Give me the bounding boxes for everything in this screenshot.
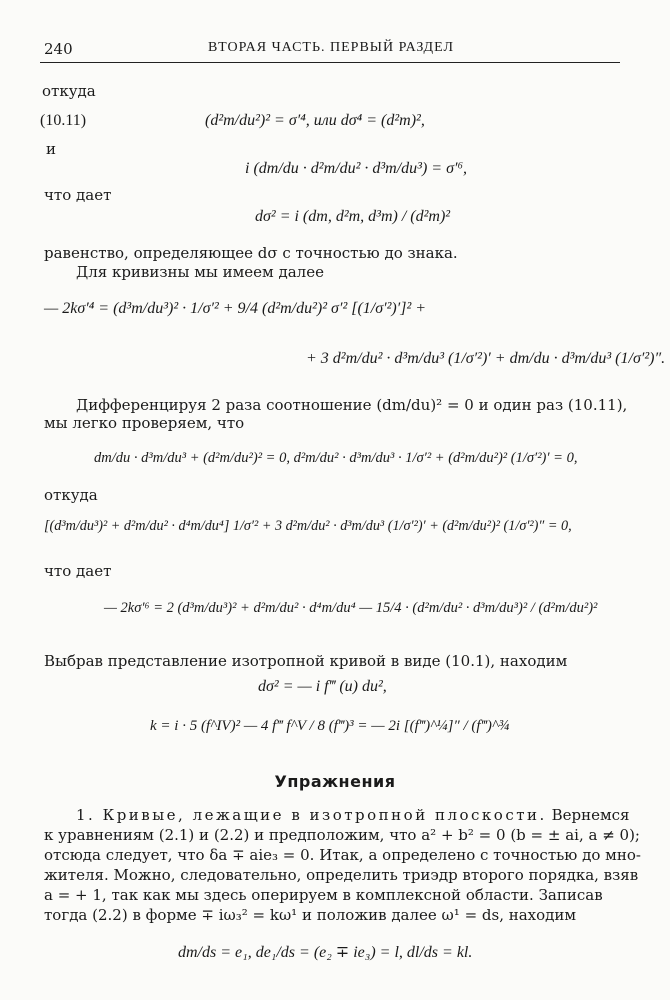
paragraph-diff-1: Дифференцируя 2 раза соотношение (dm/du)² = 0 и один раз (10.11), — [76, 396, 628, 414]
exercise-1-line4: жителя. Можно, следовательно, определить триэдр второго порядка, взяв — [44, 866, 639, 884]
header-rule — [40, 62, 620, 63]
equation-otkuda: [(d³m/du³)² + d²m/du² · d⁴m/du⁴] 1/σ′² + 3 d²m/du² · d³m/du³ (1/σ′²)′ + (d²m/du²)² (1/σ′²)″ = 0, — [44, 518, 572, 534]
exercise-1-line5: a = + 1, так как мы здесь оперируем в комплексной области. Записав — [44, 886, 603, 904]
exercise-1-line1-rest: Вернемся — [551, 806, 630, 824]
text-otkuda: откуда — [42, 82, 96, 100]
equation-k: k = i · 5 (f^IV)² — 4 f‴ f^V / 8 (f‴)³ = — 2i [(f‴)^¼]″ / (f‴)^¾ — [150, 718, 510, 734]
page-number: 240 — [44, 40, 73, 58]
section-title: Упражнения — [274, 772, 396, 791]
equation-curvature-line1: — 2kσ′⁴ = (d³m/du³)² · 1/σ′² + 9/4 (d²m/du²)² σ′² [(1/σ′²)′]² + — [44, 300, 427, 317]
equation-number: (10.11) — [40, 112, 87, 129]
exercise-1-title-line — [76, 806, 630, 824]
equation-10-11: (d²m/du²)² = σ′⁴, или dσ⁴ = (d²m)², — [205, 112, 425, 129]
paragraph-vybrav: Выбрав представление изотропной кривой в виде (10.1), находим — [44, 652, 568, 670]
paragraph-diff-2: мы легко проверяем, что — [44, 414, 245, 432]
equation-triple-product: i (dm/du · d²m/du² · d³m/du³) = σ′⁶, — [245, 160, 468, 177]
equation-frenet: dm/ds = e₁, de₁/ds = (e₂ ∓ ie₃) = l, dl/ds = kl. — [178, 944, 473, 961]
text-i: и — [46, 140, 56, 158]
exercise-1-line6: тогда (2.2) в форме ∓ iω₃² = kω¹ и положив далее ω¹ = ds, находим — [44, 906, 577, 924]
equation-curvature-line2: + 3 d²m/du² · d³m/du³ (1/σ′²)′ + dm/du · d³m/du³ (1/σ′²)″. — [306, 350, 666, 367]
text-chto-daet: что дает — [44, 186, 112, 204]
running-head: ВТОРАЯ ЧАСТЬ. ПЕРВЫЙ РАЗДЕЛ — [208, 40, 454, 55]
equation-k-sigma6: — 2kσ′⁶ = 2 (d³m/du³)² + d²m/du² · d⁴m/du⁴ — 15/4 · (d²m/du² · d³m/du³)² / (d²m/du²)² — [104, 600, 598, 616]
paragraph-krivizny: Для кривизны мы имеем далее — [76, 263, 324, 281]
exercise-1-line3: отсюда следует, что δa ∓ aie₃ = 0. Итак, a определено с точностью до мно- — [44, 846, 641, 864]
text-chto-daet-2: что дает — [44, 562, 112, 580]
paragraph-ravenstvo: равенство, определяющее dσ с точностью до знака. — [44, 244, 458, 262]
equation-dsigma-2: dσ² = — i f‴ (u) du², — [258, 678, 387, 695]
text-otkuda-2: откуда — [44, 486, 98, 504]
exercise-1-title: 1. Кривые, лежащие в изотропной плоскости. — [76, 806, 547, 824]
equation-diff-relations: dm/du · d³m/du³ + (d²m/du²)² = 0, d²m/du² · d³m/du³ · 1/σ′² + (d²m/du²)² (1/σ′²)′ = 0, — [94, 450, 578, 466]
exercise-1-line2: к уравнениям (2.1) и (2.2) и предположим, что a² + b² = 0 (b = ± ai, a ≠ 0); — [44, 826, 640, 844]
equation-dsigma: dσ² = i (dm, d²m, d³m) / (d²m)² — [255, 208, 451, 225]
